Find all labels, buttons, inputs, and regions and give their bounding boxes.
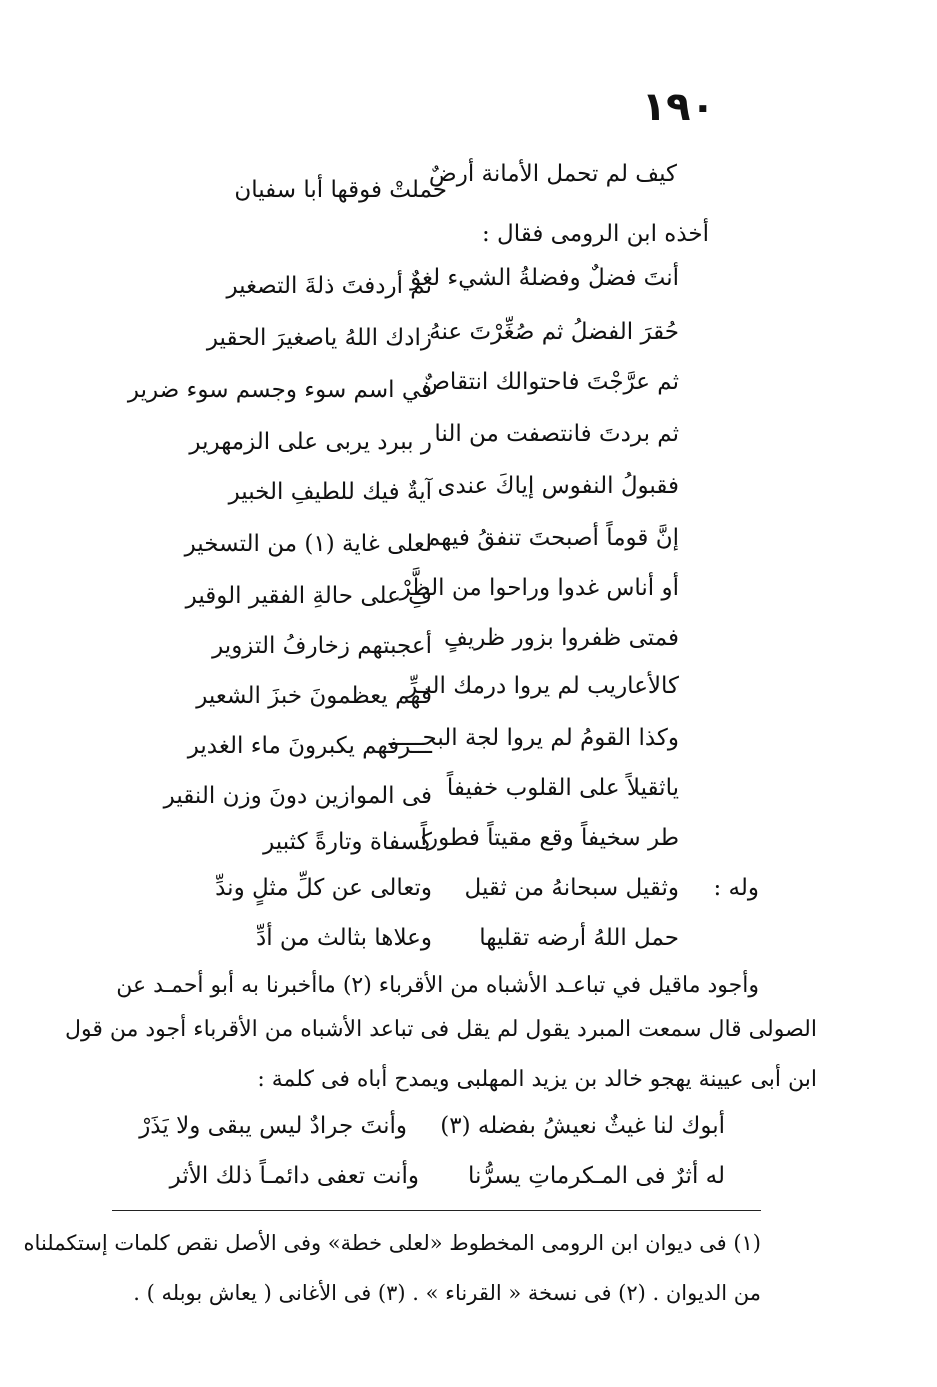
poem3-verse-2-first: له أثرٌ فى المـكرماتِ يسرُّنا: [467, 1163, 725, 1189]
verse-12-first: طر سخيفاً وقع مقيتاً فطوراً: [420, 825, 679, 851]
verse-4-first: ثم بردتَ فانتصفت من النا: [434, 421, 679, 447]
verse-7-second: فِ على حالةِ الفقير الوقير: [185, 583, 432, 609]
verse-9-first: كالأعاريب لم يروا درمك البـرِّ: [406, 673, 679, 699]
verse-8-first: فمتى ظفروا بزور ظريفٍ: [444, 625, 679, 651]
verse-3-second: في اسم سوء وجسم سوء ضرير: [127, 377, 432, 403]
opening-verse-first: كيف لم تحمل الأمانة أرضٌ: [428, 161, 677, 187]
verse-3-first: ثم عرَّجْتَ فاحتوالك انتقاصٌ: [422, 369, 679, 395]
footnote-separator: [112, 1210, 761, 1211]
verse-4-second: ر ببرد يربى على الزمهرير: [189, 429, 432, 455]
verse-10-first: وكذا القومُ لم يروا لجة البحـــــ: [388, 725, 679, 751]
verse-8-second: أعجبتهم زخارفُ التزوير: [212, 633, 432, 659]
verse-6-second: لعلى غاية (١) من التسخير: [184, 531, 432, 557]
verse-1-first: أنتَ فضلٌ وفضلةُ الشيء لغوٌ: [410, 265, 679, 291]
opening-verse-second: حملتْ فوقها أبا سفيان: [234, 177, 447, 203]
poem2-verse-2-first: حمل اللهُ أرضه تقليها: [479, 925, 679, 951]
poem3-verse-1-second: وأنتَ جرادٌ ليس يبقى ولا يَذَرْ: [139, 1113, 407, 1139]
lahu-label: وله :: [713, 875, 759, 901]
verse-12-second: كسفاة وتارةً كثبير: [263, 829, 432, 855]
poem2-verse-1-first: وثقيل سبحانهُ من ثقيل: [464, 875, 679, 901]
poem2-verse-2-second: وعلاها بثالث من أدِّ: [255, 925, 432, 951]
footnote-line-1: (١) فى ديوان ابن الرومى المخطوط «لعلى خطة» وفى الأصل نقص كلمات إستكملناه: [23, 1231, 761, 1255]
verse-5-second: آيةٌ فيك للطيفِ الخبير: [228, 479, 432, 505]
intro-line: أخذه ابن الرومى فقال :: [481, 221, 709, 247]
verse-7-first: أو أناس غدوا وراحوا من الظَّرْ: [399, 575, 679, 601]
poem3-verse-1-first: أبوك لنا غيثٌ نعيشُ بفضله (٣): [440, 1113, 725, 1139]
verse-11-first: ياثقيلاً على القلوب خفيفاً: [446, 775, 679, 801]
prose-line-1: وأجود ماقيل في تباعـد الأشباه من الأقرباء (٢) ماأخبرنا به أبو أحمـد عن: [116, 973, 759, 998]
poem3-verse-2-second: وأنت تعفى دائمـاً ذلك الأثر: [169, 1163, 419, 1189]
verse-2-second: زادك اللهُ ياصغيرَ الحقير: [206, 325, 432, 351]
verse-6-first: إنَّ قوماً أصبحتَ تنفقُ فيهم: [425, 525, 679, 551]
verse-10-second: ـــرفهم يكبرونَ ماء الغدير: [187, 733, 432, 759]
prose-line-3: ابن أبى عيينة يهجو خالد بن يزيد المهلبى ويمدح أباه فى كلمة :: [257, 1067, 817, 1092]
footnote-line-2: من الديوان . (٢) فى نسخة « القرناء » . (٣) فى الأغانى ( يعاش بوبله ) .: [133, 1281, 761, 1305]
verse-1-second: ثم أردفتَ ذلةَ التصغير: [226, 273, 432, 299]
verse-2-first: حُقرَ الفضلُ ثم صُغِّرْتَ عنهُ: [429, 319, 679, 345]
verse-11-second: فى الموازين دونَ وزن النقير: [163, 783, 432, 809]
page-number: ١٩٠: [641, 84, 715, 130]
verse-9-second: فهم يعظمونَ خبزَ الشعير: [196, 683, 432, 709]
poem2-verse-1-second: وتعالى عن كلِّ مثلٍ وندِّ: [215, 875, 432, 901]
prose-line-2: الصولى قال سمعت المبرد يقول لم يقل فى تباعد الأشباه من الأقرباء أجود من قول: [65, 1017, 817, 1042]
verse-5-first: فقبولُ النفوس إياكَ عندى: [437, 473, 679, 499]
